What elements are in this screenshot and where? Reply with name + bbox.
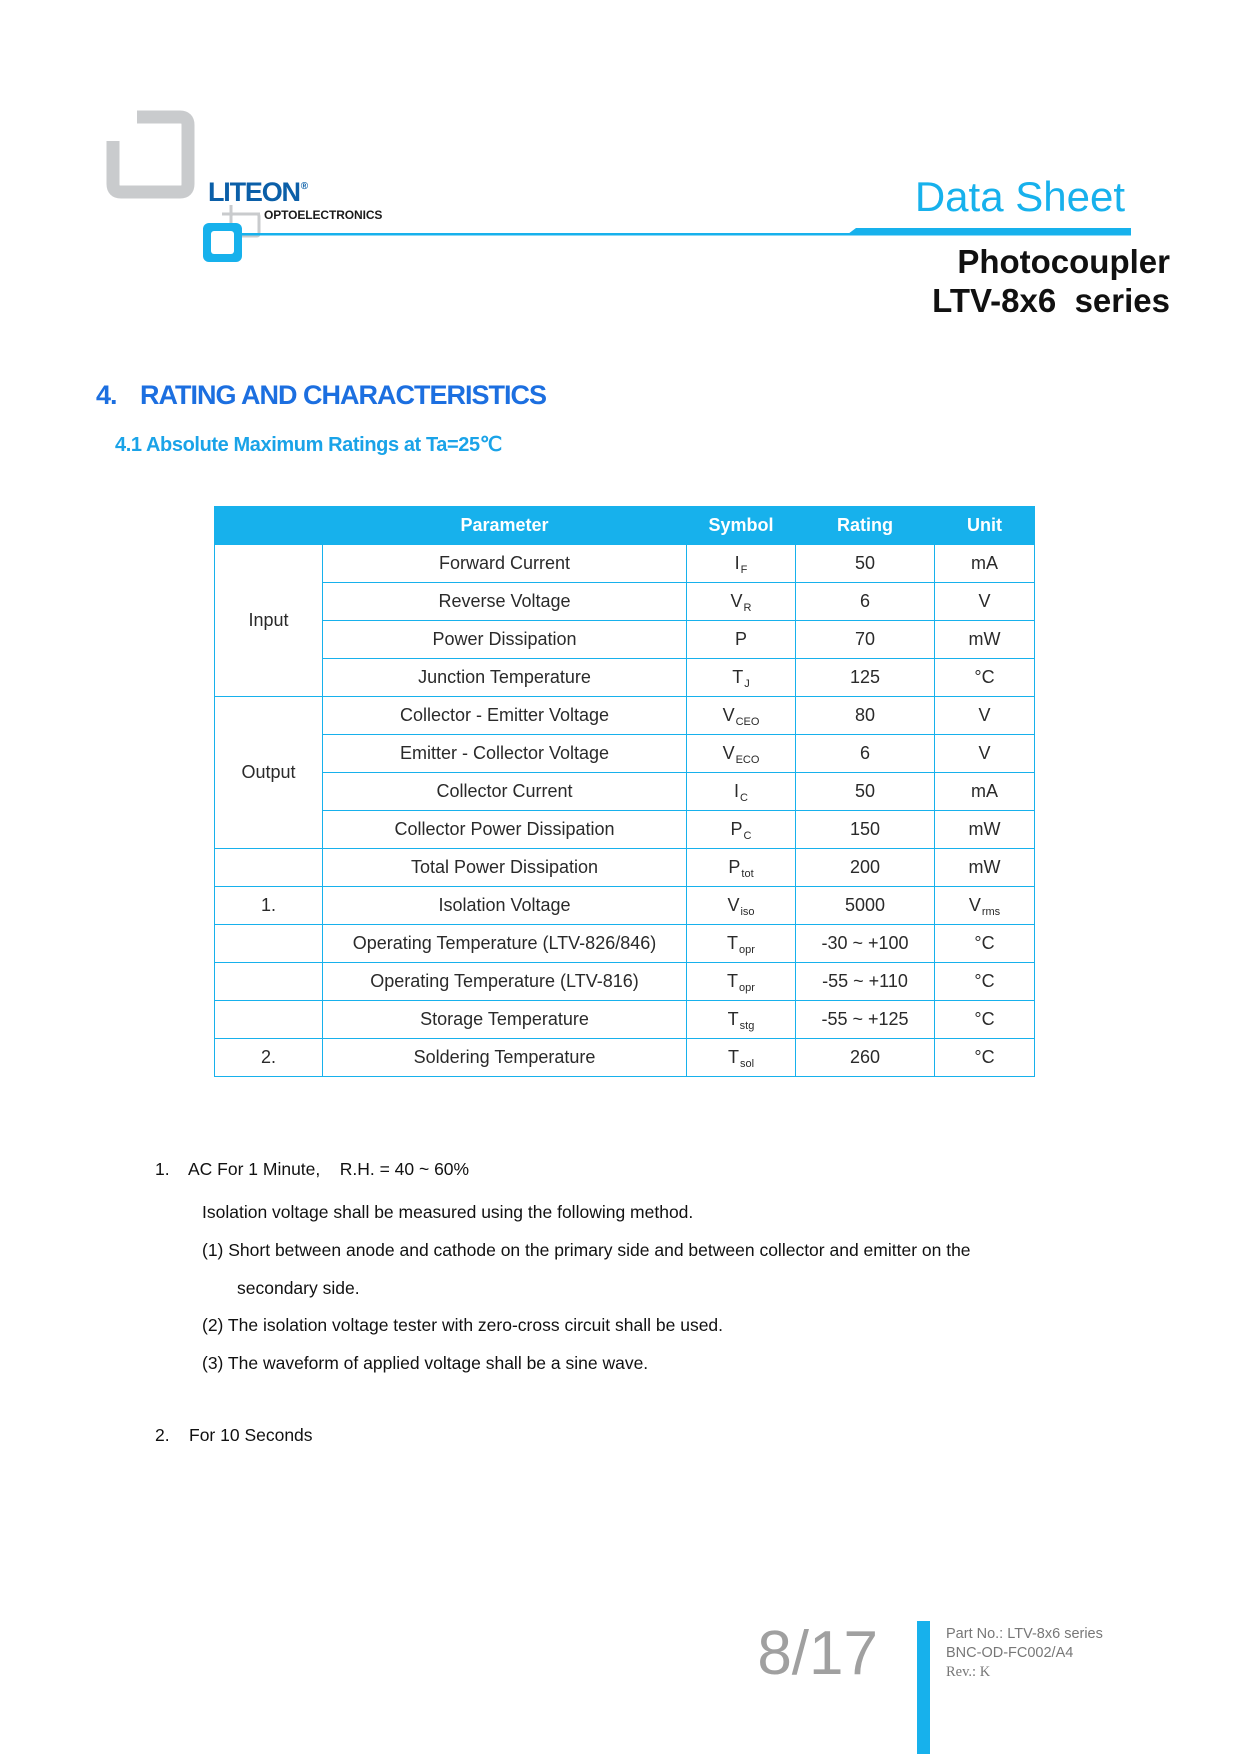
- symbol-subscript: opr: [739, 982, 755, 994]
- parameter-cell: Power Dissipation: [323, 621, 687, 659]
- note-1-intro: Isolation voltage shall be measured using the following method.: [202, 1202, 694, 1222]
- symbol-main: P: [734, 629, 747, 649]
- symbol-main: V: [722, 743, 735, 763]
- symbol-main: V: [730, 591, 743, 611]
- header-group: [215, 507, 323, 545]
- symbol-main: T: [727, 971, 739, 991]
- group-cell: 2.: [215, 1039, 323, 1077]
- section-number: 4.: [96, 380, 117, 410]
- rating-cell: 260: [796, 1039, 935, 1077]
- parameter-cell: Soldering Temperature: [323, 1039, 687, 1077]
- rating-cell: -55 ~ +125: [796, 1001, 935, 1039]
- parameter-cell: Reverse Voltage: [323, 583, 687, 621]
- symbol-cell: [687, 887, 796, 925]
- table-row: [215, 1001, 1035, 1039]
- product-name: Photocoupler: [957, 243, 1170, 280]
- brand-name: LITEON: [208, 177, 300, 207]
- doc-type-title: Data Sheet: [914, 173, 1125, 220]
- rating-cell: 5000: [796, 887, 935, 925]
- symbol-subscript: tot: [741, 868, 754, 880]
- parameter-cell: Operating Temperature (LTV-826/846): [323, 925, 687, 963]
- parameter-cell: Total Power Dissipation: [323, 849, 687, 887]
- symbol-main: T: [727, 1009, 739, 1029]
- symbol-subscript: opr: [739, 944, 755, 956]
- unit-cell: °C: [935, 659, 1035, 697]
- symbol-cell: [687, 1039, 796, 1077]
- symbol-cell: [687, 849, 796, 887]
- parameter-cell: Forward Current: [323, 545, 687, 583]
- symbol-cell: [687, 773, 796, 811]
- symbol-subscript: F: [740, 564, 748, 576]
- symbol-subscript: C: [743, 830, 752, 842]
- rating-cell: -30 ~ +100: [796, 925, 935, 963]
- unit-cell: °C: [935, 1001, 1035, 1039]
- rating-cell: 6: [796, 735, 935, 773]
- unit-cell: V: [935, 735, 1035, 773]
- product-series: LTV-8x6 series: [932, 282, 1170, 319]
- symbol-subscript: sol: [739, 1058, 755, 1070]
- header-rule-accent: [846, 228, 1131, 236]
- unit-cell: mW: [935, 811, 1035, 849]
- note-1-item: (3) The waveform of applied voltage shall be a sine wave.: [202, 1353, 649, 1373]
- table-row: [215, 621, 1035, 659]
- unit-cell: [935, 887, 1035, 925]
- note-2-text: For 10 Seconds: [189, 1425, 313, 1445]
- symbol-main: P: [728, 857, 741, 877]
- group-cell: [215, 849, 323, 887]
- symbol-subscript: R: [743, 602, 752, 614]
- header-symbol: Symbol: [687, 507, 796, 545]
- symbol-cell: [687, 1001, 796, 1039]
- rating-cell: 70: [796, 621, 935, 659]
- footer-accent-bar: [917, 1621, 930, 1754]
- unit-cell: V: [935, 583, 1035, 621]
- note-2-number: 2.: [155, 1425, 170, 1445]
- group-cell: Input: [215, 545, 323, 697]
- document-code: BNC-OD-FC002/A4: [946, 1645, 1074, 1661]
- note-1-text: AC For 1 Minute, R.H. = 40 ~ 60%: [188, 1159, 470, 1179]
- symbol-subscript: C: [740, 792, 748, 804]
- table-row: [215, 545, 1035, 583]
- parameter-cell: Collector Current: [323, 773, 687, 811]
- note-1-item-continuation: secondary side.: [237, 1278, 360, 1298]
- rating-cell: -55 ~ +110: [796, 963, 935, 1001]
- unit-cell: mA: [935, 545, 1035, 583]
- rating-cell: 150: [796, 811, 935, 849]
- rating-cell: 50: [796, 545, 935, 583]
- header-unit: Unit: [935, 507, 1035, 545]
- unit-main: V: [968, 895, 981, 915]
- parameter-cell: Collector - Emitter Voltage: [323, 697, 687, 735]
- rating-cell: 125: [796, 659, 935, 697]
- parameter-cell: Operating Temperature (LTV-816): [323, 963, 687, 1001]
- unit-cell: °C: [935, 963, 1035, 1001]
- parameter-cell: Storage Temperature: [323, 1001, 687, 1039]
- symbol-main: T: [732, 667, 744, 687]
- unit-subscript: rms: [981, 906, 1001, 918]
- symbol-main: P: [730, 819, 743, 839]
- group-cell: [215, 963, 323, 1001]
- table-row: [215, 887, 1035, 925]
- table-row: [215, 659, 1035, 697]
- brand-logo: [208, 172, 308, 207]
- symbol-main: V: [727, 895, 740, 915]
- symbol-cell: [687, 583, 796, 621]
- symbol-main: V: [722, 705, 735, 725]
- parameter-cell: Isolation Voltage: [323, 887, 687, 925]
- part-number: Part No.: LTV-8x6 series: [946, 1626, 1103, 1642]
- rating-cell: 80: [796, 697, 935, 735]
- unit-cell: mW: [935, 621, 1035, 659]
- table-header-row: [215, 507, 1035, 545]
- registered-mark: ®: [300, 181, 309, 192]
- symbol-subscript: CEO: [735, 716, 760, 728]
- logo-bracket-icon: [113, 117, 188, 192]
- note-1-item: (2) The isolation voltage tester with zero-cross circuit shall be used.: [202, 1315, 724, 1335]
- symbol-cell: [687, 659, 796, 697]
- unit-cell: °C: [935, 1039, 1035, 1077]
- table-row: [215, 1039, 1035, 1077]
- unit-cell: V: [935, 697, 1035, 735]
- symbol-subscript: stg: [739, 1020, 755, 1032]
- symbol-cell: [687, 621, 796, 659]
- group-cell: [215, 925, 323, 963]
- table-row: [215, 849, 1035, 887]
- symbol-main: T: [727, 933, 739, 953]
- table-row: [215, 925, 1035, 963]
- table-row: [215, 735, 1035, 773]
- logo-square-icon: [203, 223, 242, 262]
- unit-cell: °C: [935, 925, 1035, 963]
- symbol-main: T: [727, 1047, 739, 1067]
- note-1-item: (1) Short between anode and cathode on the primary side and between collector and emitter on the: [202, 1240, 971, 1260]
- note-1-number: 1.: [155, 1159, 170, 1179]
- parameter-cell: Collector Power Dissipation: [323, 811, 687, 849]
- subsection-title: 4.1 Absolute Maximum Ratings at Ta=25℃: [115, 434, 502, 456]
- header-parameter: Parameter: [323, 507, 687, 545]
- unit-cell: mW: [935, 849, 1035, 887]
- symbol-main: I: [734, 553, 740, 573]
- symbol-subscript: iso: [740, 906, 755, 918]
- symbol-cell: [687, 735, 796, 773]
- unit-cell: mA: [935, 773, 1035, 811]
- header-rating: Rating: [796, 507, 935, 545]
- parameter-cell: Junction Temperature: [323, 659, 687, 697]
- page-number: 8/17: [757, 1619, 878, 1688]
- symbol-cell: [687, 545, 796, 583]
- symbol-cell: [687, 963, 796, 1001]
- rating-cell: 200: [796, 849, 935, 887]
- section-title: RATING AND CHARACTERISTICS: [140, 380, 546, 410]
- group-cell: Output: [215, 697, 323, 849]
- symbol-subscript: ECO: [735, 754, 760, 766]
- symbol-cell: [687, 811, 796, 849]
- table-row: [215, 811, 1035, 849]
- parameter-cell: Emitter - Collector Voltage: [323, 735, 687, 773]
- group-cell: [215, 1001, 323, 1039]
- symbol-cell: [687, 925, 796, 963]
- table-row: [215, 583, 1035, 621]
- symbol-subscript: J: [744, 678, 750, 690]
- symbol-cell: [687, 697, 796, 735]
- brand-division: OPTOELECTRONICS: [264, 208, 383, 222]
- table-row: [215, 697, 1035, 735]
- absolute-maximum-ratings-table: [214, 506, 1035, 1077]
- rating-cell: 6: [796, 583, 935, 621]
- group-cell: 1.: [215, 887, 323, 925]
- table-row: [215, 773, 1035, 811]
- rating-cell: 50: [796, 773, 935, 811]
- table-row: [215, 963, 1035, 1001]
- revision: Rev.: K: [946, 1664, 991, 1680]
- symbol-main: I: [734, 781, 740, 801]
